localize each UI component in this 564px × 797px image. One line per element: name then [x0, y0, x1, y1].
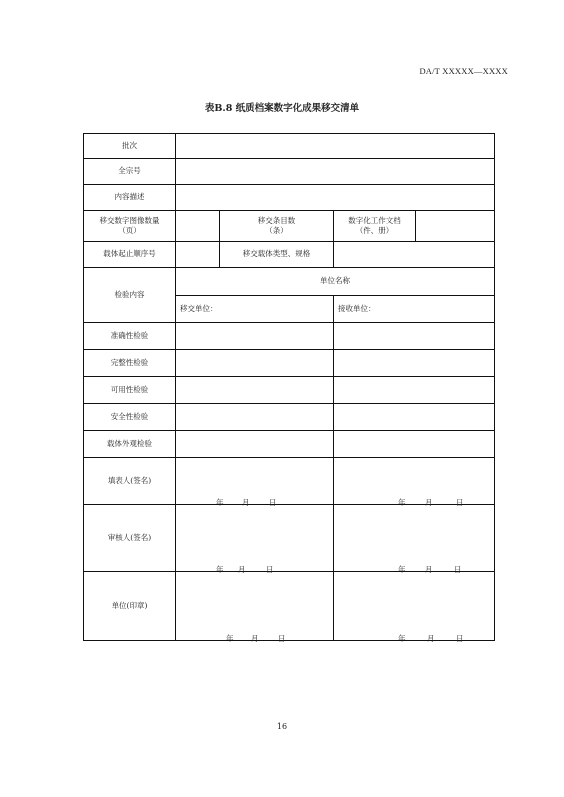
label-check-security: 安全性检验 — [84, 404, 176, 431]
value-completeness-receive — [334, 350, 495, 377]
date-year: 年 — [216, 498, 224, 507]
label-item-count — [220, 211, 334, 242]
label-work-docs — [334, 211, 416, 242]
date-month: 月 — [425, 498, 433, 507]
label-check-completeness: 完整性检验 — [84, 350, 176, 377]
value-carrier-receive — [334, 431, 495, 458]
document-code: DA/T XXXXX—XXXX — [419, 66, 508, 76]
label-filler: 填表人(签名) — [84, 458, 176, 505]
label-receive-unit: 接收单位： — [334, 296, 495, 323]
value-content-desc — [176, 185, 495, 211]
date-year: 年 — [398, 634, 406, 643]
label-check-usability: 可用性检验 — [84, 377, 176, 404]
label-image-count-line1: 移交数字图像数量 — [99, 215, 160, 225]
date-year: 年 — [226, 634, 234, 643]
filler-receive-signature — [334, 458, 495, 505]
label-work-docs-line1: 数字化工作文档 — [348, 215, 401, 225]
value-carrier-seq — [176, 242, 220, 268]
value-image-count — [176, 211, 220, 242]
seal-transfer — [176, 572, 334, 641]
label-check-content: 检验内容 — [84, 268, 176, 323]
value-carrier-type — [334, 242, 495, 268]
transfer-list-table — [83, 133, 495, 641]
label-carrier-type: 移交载体类型、规格 — [220, 242, 334, 268]
label-check-carrier: 载体外观检验 — [84, 431, 176, 458]
date-year: 年 — [398, 565, 406, 574]
value-accuracy-receive — [334, 323, 495, 350]
label-fonds-no: 全宗号 — [84, 159, 176, 185]
label-item-count-line1: 移交条目数 — [257, 215, 296, 225]
date-month: 月 — [425, 565, 433, 574]
label-unit-seal: 单位(印章) — [84, 572, 176, 641]
label-work-docs-line2: （件、册） — [355, 226, 394, 235]
value-batch — [176, 134, 495, 159]
label-unit-name: 单位名称 — [176, 268, 495, 296]
label-check-accuracy: 准确性检验 — [84, 323, 176, 350]
filler-transfer-signature — [176, 458, 334, 505]
date-day: 日 — [266, 565, 274, 574]
value-work-docs — [416, 211, 495, 242]
seal-receive — [334, 572, 495, 641]
reviewer-receive-signature — [334, 505, 495, 572]
date-year: 年 — [216, 565, 224, 574]
date-day: 日 — [456, 498, 464, 507]
label-batch: 批次 — [84, 134, 176, 159]
value-usability-receive — [334, 377, 495, 404]
label-content-desc: 内容描述 — [84, 185, 176, 211]
label-transfer-unit: 移交单位： — [176, 296, 334, 323]
value-completeness-transfer — [176, 350, 334, 377]
value-accuracy-transfer — [176, 323, 334, 350]
value-security-receive — [334, 404, 495, 431]
date-month: 月 — [427, 634, 435, 643]
date-month: 月 — [242, 498, 250, 507]
value-usability-transfer — [176, 377, 334, 404]
label-carrier-seq: 载体起止顺序号 — [84, 242, 176, 268]
label-item-count-line2: （条） — [265, 226, 288, 235]
date-day: 日 — [269, 498, 277, 507]
date-day: 日 — [454, 565, 462, 574]
table-title: 表B.8 纸质档案数字化成果移交清单 — [204, 103, 360, 114]
label-image-count — [84, 211, 176, 242]
date-month: 月 — [251, 634, 259, 643]
date-month: 月 — [238, 565, 246, 574]
date-year: 年 — [398, 498, 406, 507]
date-day: 日 — [456, 634, 464, 643]
label-image-count-line2: （页） — [118, 226, 141, 235]
reviewer-transfer-signature — [176, 505, 334, 572]
value-security-transfer — [176, 404, 334, 431]
value-fonds-no — [176, 159, 495, 185]
value-carrier-transfer — [176, 431, 334, 458]
page-number: 16 — [276, 722, 288, 731]
label-reviewer: 审核人(签名) — [84, 505, 176, 572]
date-day: 日 — [278, 634, 286, 643]
